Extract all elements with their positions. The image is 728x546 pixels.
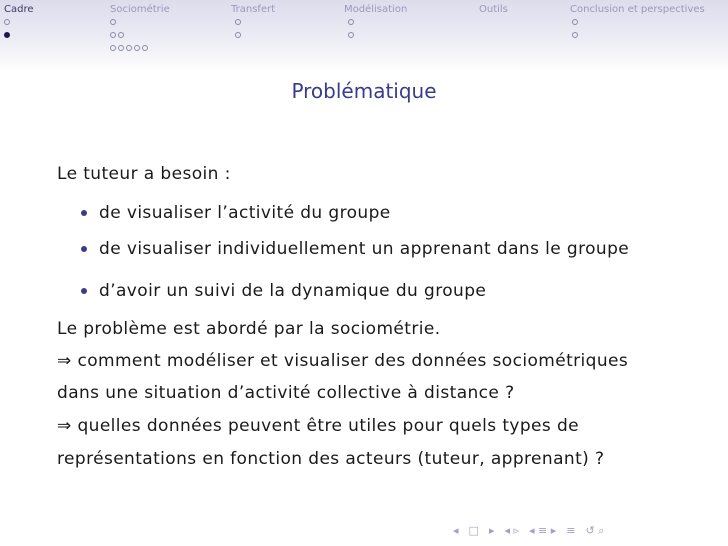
nav-section-sociometrie[interactable]: Sociométrie <box>110 4 170 15</box>
transfert-slide-dots <box>235 17 241 43</box>
slide-dot[interactable] <box>572 19 578 25</box>
nav-doc-icon[interactable]: ≡ <box>566 524 576 537</box>
slide-dot[interactable] <box>134 45 140 51</box>
slide-dot[interactable] <box>110 19 116 25</box>
bullet-icon <box>81 246 87 252</box>
bullet-text: de visualiser individuellement un apprenant dans le groupe <box>99 239 630 259</box>
intro-text: Le tuteur a besoin : <box>57 164 231 184</box>
bullet-text: d’avoir un suivi de la dynamique du groupe <box>99 281 487 301</box>
slide-dot[interactable] <box>572 32 578 38</box>
nav-subsection-icon[interactable]: ◂ ▹ <box>504 524 520 537</box>
nav-left-icon[interactable]: ◂ <box>453 524 459 537</box>
nav-section-transfert[interactable]: Transfert <box>231 4 276 15</box>
bullet-text: de visualiser l’activité du groupe <box>99 203 391 223</box>
cadre-slide-dots <box>4 17 10 43</box>
slide-dot[interactable] <box>118 45 124 51</box>
slide-dot[interactable] <box>235 32 241 38</box>
sociometrie-slide-dots <box>110 17 148 56</box>
nav-section-outils[interactable]: Outils <box>479 4 508 15</box>
bullet-item <box>99 239 629 259</box>
nav-section-modelisation[interactable]: Modélisation <box>344 4 408 15</box>
slide-dot[interactable] <box>110 32 116 38</box>
nav-search-icon[interactable]: ↺ ⌕ <box>585 524 605 537</box>
slide-dot[interactable] <box>118 32 124 38</box>
bullet-icon <box>81 210 87 216</box>
paragraph-line: ⇒ quelles données peuvent être utiles pour quels types de <box>57 416 580 436</box>
modelisation-slide-dots <box>348 17 354 43</box>
slide-dot[interactable] <box>126 45 132 51</box>
paragraph-line: dans une situation d’activité collective à distance ? <box>57 383 515 403</box>
nav-section-cadre[interactable]: Cadre <box>4 4 34 15</box>
nav-section-icon[interactable]: ◂ ≡ ▸ <box>529 524 557 537</box>
current-slide-dot[interactable] <box>4 32 10 38</box>
nav-section-conclusion[interactable]: Conclusion et perspectives <box>570 4 705 15</box>
bullet-item <box>99 281 486 301</box>
paragraph-line: ⇒ comment modéliser et visualiser des données sociométriques <box>57 351 629 371</box>
beamer-navigation-bar <box>453 524 604 538</box>
nav-right-icon[interactable]: ▸ <box>488 524 495 537</box>
slide-dot[interactable] <box>110 45 116 51</box>
paragraph-line: représentations en fonction des acteurs (tuteur, apprenant) ? <box>57 449 605 469</box>
navigation-header <box>0 0 728 72</box>
slide-dot[interactable] <box>235 19 241 25</box>
slide-dot[interactable] <box>4 19 10 25</box>
slide-dot[interactable] <box>142 45 148 51</box>
frame-title: Problématique <box>291 79 437 103</box>
bullet-icon <box>81 288 87 294</box>
slide-dot[interactable] <box>348 32 354 38</box>
conclusion-slide-dots <box>572 17 578 43</box>
nav-frame-icon[interactable]: □ <box>468 524 479 537</box>
bullet-item <box>99 203 391 223</box>
paragraph-line: Le problème est abordé par la sociométrie. <box>57 319 441 339</box>
slide-dot[interactable] <box>348 19 354 25</box>
